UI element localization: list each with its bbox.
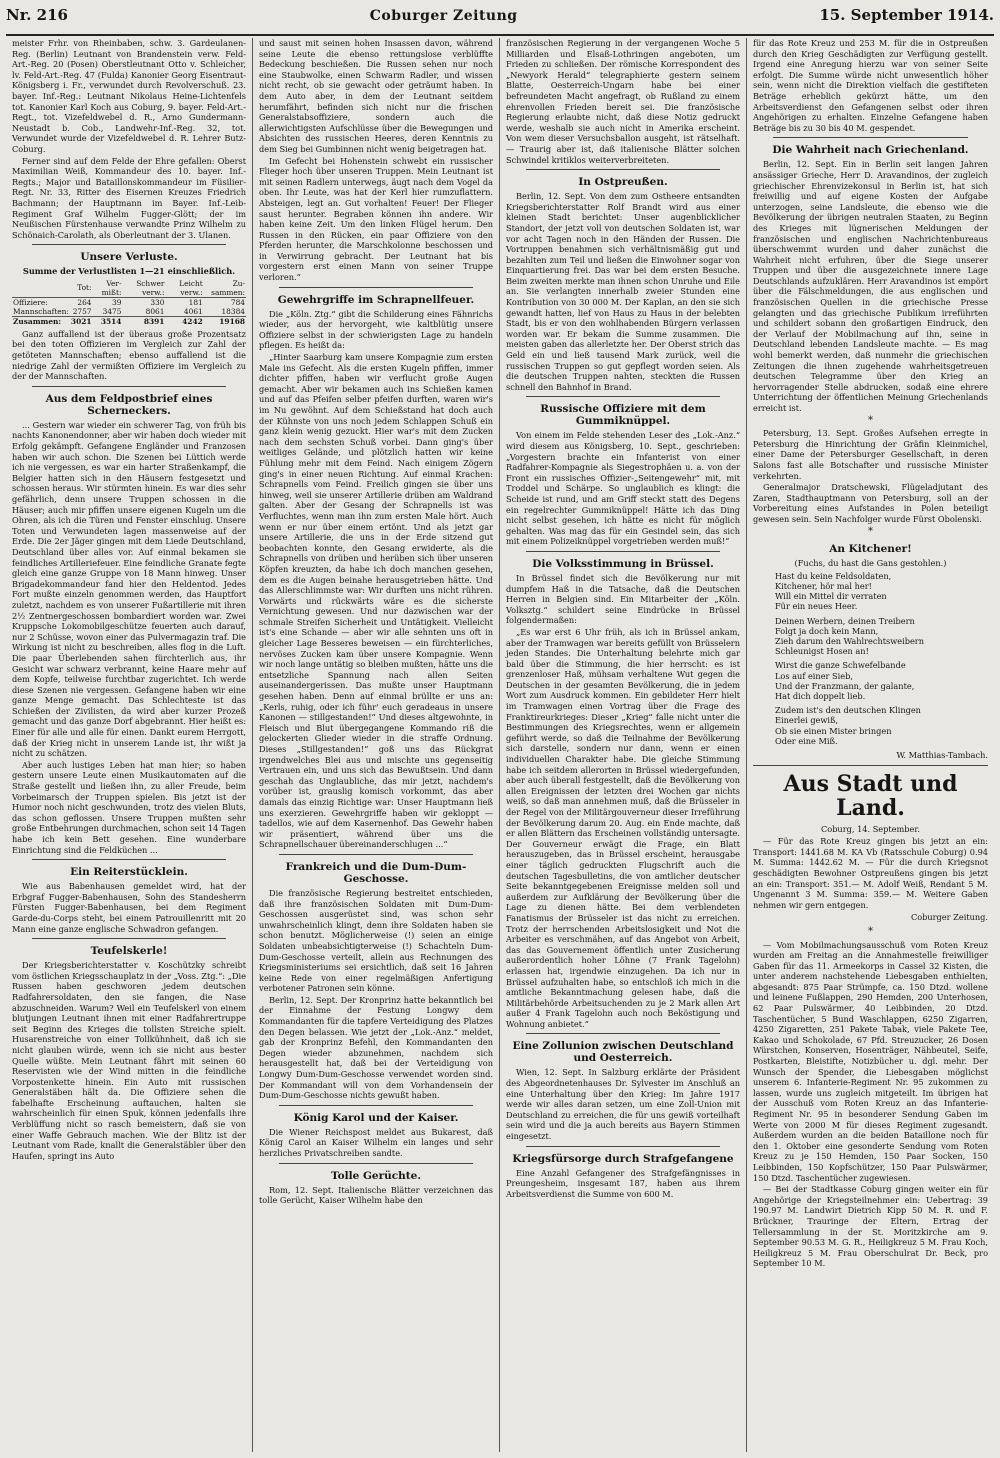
bruessel-paragraph: In Brüssel findet sich die Bevölkerung nur mit dumpfem Haß in die Tatsache, daß die Deutschen Herren in Belgien sind. Ein Mitarbeiter der „Köln. Volksztg.“ schildert seine Eindrücke in Brüssel folgendermaßen:: [506, 572, 740, 626]
column-2: [253, 38, 500, 1452]
newspaper-title: Coburger Zeitung: [369, 8, 518, 24]
poem-line: Los auf einer Sieb,: [775, 670, 853, 681]
article-columns: [6, 38, 994, 1452]
poem-stanza: [775, 705, 988, 746]
poem-line: Zieh darum den Wahlrechtsweibern: [775, 635, 924, 646]
page-header: [6, 6, 994, 36]
losses-table: [12, 279, 246, 326]
teufel-continued: Im Gefecht bei Hohenstein schwebt ein russischer Flieger hoch über unseren Truppen. Mein Leutnant ist mit seinen Radlern unterwegs, äugt nach dem Vogel da oben. Ihr Leute, was hat der Kerl hier rumzuflattern. Absteigen, legt an. Gut vorhalten! Feuer! Der Flieger saust herunter. Begraben können ihn andere. Wir haben keine Zeit. Um den linken Flügel herum. Den Russen in den Rücken, ein paar Offiziere von den Pferden herunter, die Marschkolonne beschossen und in Verwirrung gebracht. Der Leutnant hat bis vorgestern erst einen Mann von seiner Truppe verloren.“: [259, 155, 493, 283]
losses-subheading: Summe der Verlustlisten 1—21 einschließlich.: [22, 266, 236, 277]
teufel-continued: und saust mit seinen hohen Insassen davon, während seine Leute die ebenso rettungslose verblüffte Bedeckung beschießen. Die Russen sehen nur noch eine Staubwolke, einen Schwarm Radler, und wissen nicht recht, ob sie gewacht oder geträumt haben. In dem Auto aber, in dem der Leutnant seitdem herumfährt, befinden sich nicht nur die frischen Generalstabsoffiziere, sondern auch die allerwichtigsten Aufschlüsse über die Bewegungen und Absichten des russischen Heeres, deren Kenntnis zu dem Sieg bei Gumbinnen nicht wenig beigetragen hat.: [259, 38, 493, 154]
stadt-land-heading: Aus Stadt und Land.: [783, 770, 958, 821]
reiter-heading: Ein Reiterstücklein.: [70, 866, 188, 879]
poem-line: Wirst die ganze Schwefelbande: [775, 660, 906, 671]
issue-number: Nr. 216: [6, 6, 68, 24]
zollunion-paragraph: Wien, 12. Sept. In Salzburg erklärte der Präsident des Abgeordnetenhauses Dr. Sylvester im Anschluß an eine Unterhaltung über den Krieg: Im Jahre 1917 werde wir alles daran setzen, um eine Zoll-Union mit Deutschland zu erreichen, die für uns gewiß vorteilhaft sein wird und die ja auch bereits aus Bayern Stimmen eingesetzt.: [506, 1067, 740, 1142]
poem-signature: W. Matthias-Tambach.: [896, 749, 988, 760]
losses-col-header: Leicht verw.:: [165, 279, 203, 298]
stadt-land-paragraph: — Für das Rote Kreuz gingen bis jetzt an ein: Transport: 1441.68 M. KA Vb (Ratsschule Coburg) 0.94 M. Summa: 1442.62 M. — Für die durch Kriegsnot geschädigten Bewohner Ostpreußens gingen bis jetzt an ein: Transport: 351.— M. Adolf Weiß, Rendant 5 M. Ungenannt 3 M. Summa: 359.— M. Weitere Gaben nehmen wir gern entgegen.: [753, 836, 988, 910]
table-cell: 8061: [145, 306, 165, 316]
column-4: [747, 38, 994, 1452]
losses-col-header: Zu-sammen:: [204, 279, 246, 298]
dumdum-paragraph: Berlin, 12. Sept. Der Kronprinz hatte bekanntlich bei der Einnahme der Festung Longwy dem Kommandanten für die tapfere Verteidigung des Platzes den Degen belassen. Wie jetzt der „Lok.-Anz.“ meldet, gab der Kronprinz Befehl, den Kommandanten den Degen wieder abzunehmen, nachdem sich herausgestellt hat, daß bei der Verteidigung von Longwy Dum-Dum-Geschosse verwendet worden sind. Der Kommandant will von dem Vorhandensein der Dum-Dum-Geschosse nichts gewußt haben.: [259, 994, 493, 1101]
feldpost-paragraph: ... Gestern war wieder ein schwerer Tag, von früh bis nachts Kanonendonner, aber wir haben doch wieder mit Erfolg gekämpft. Gefangene Engländer und Franzosen haben wir auch schon. Die Szenen bei Lüttich werde ich nie vergessen, es war ein harter Straßenkampf, die Belgier hatten sich in den Häusern festgesetzt und schossen heraus. Wir stürmten hinein. Es war dies sehr gefährlich, denn unsere Truppen schossen in die Häuser; auch mir pfiffen unsere eigenen Kugeln um die Ohren, als ich die Türen und Fenster einschlug. Unsere Toten und Verwundeten lagen massenweise auf der Erde. Die 2er Jäger gingen mit dem Liede Deutschland, Deutschland über alles vor. Auf einmal bekamen sie feindliches Artilleriefeuer. Eine feindliche Granate fegte gleich eine ganze Gruppe von 18 Mann hinweg. Unser Brigadekommandeur fand hier den Heldentod. Jedes Fort mußte einzeln genommen werden, das Hauptfort zuletzt, nachdem es von unserer Fußartillerie mit ihren 2½ Zentnergeschossen bombardiert worden war. Zwei Kruppsche Lokomobilgeschütze feuerten auch darauf, nur 2 Schüsse, wovon einer das Pulvermagazin traf. Die Wirkung ist nicht zu beschreiben, alles flog in die Luft. Die paar Überlebenden sahen fürchterlich aus, ihr Gesicht war schwarz verbrannt, keine Haare mehr auf dem Kopfe, teilweise furchtbar zugerichtet. Ich werde diese Szenen nie vergessen. Gefangene haben wir eine ganze Menge gemacht. Das Schlechteste ist das Schießen der Zivilisten, da wird aber kurzer Prozeß gemacht und das ganze Dorf abgebrannt. Hier heißt es: Einer für alle und alle für einen. Dankt eurem Herrgott, daß der Krieg nicht in unserem Lande ist, ihr wißt ja nicht zu schätzen.: [12, 419, 246, 759]
table-cell: 4242: [165, 316, 203, 326]
table-cell: 8391: [122, 316, 165, 326]
divider: [32, 938, 226, 939]
poem-line: Folgt ja doch kein Mann,: [775, 625, 879, 636]
fuersorge-heading: Kriegsfürsorge durch Strafgefangene: [512, 1152, 734, 1165]
column-1: [6, 38, 253, 1452]
losses-col-header: [12, 279, 70, 298]
star-separator: *: [868, 925, 873, 937]
table-sum-row: [12, 316, 246, 326]
divider: [526, 169, 720, 170]
geruechte-heading: Tolle Gerüchte.: [331, 1169, 421, 1182]
divider: [32, 386, 226, 387]
schrapnell-paragraph: „Hinter Saarburg kam unsere Kompagnie zum ersten Male ins Gefecht. Als die ersten Kugeln pfiffen, immer dichter pfiffen, haben wir verflucht große Augen gemacht. Aber wir bekamen auch ins Schießen kamen und auf das Pfeifen selber pfeifen durften, waren wir's im Nu gewöhnt. Auf dem Schießstand hat doch auch der Kühnste von uns noch jedem Schlappen Schuß ein ganz klein wenig gezuckt. Hier war's mit dem Zucken nach dem sechsten Schuß vorbei. Dann ging's über weitliges Gelände, und plötzlich hatten wir keine Fühlung mehr mit dem Feind. Nach einigem Zögern ging's in einer neuen Richtung. Auf einmal Krachen: Schrapnells vom Feind. Freilich gingen sie über uns hinweg, weil sie unserer Artillerie drüben am Waldrand galten. Aber der Gesang der Schrapnells ist was Verfluchtes, wenn man ihn zum ersten Male hört. Auch wenn er nur über einem ertönt. Und als jetzt gar unsere Artillerie, die uns in der Erde sitzend gut beobachten konnte, den Gesang erwiderte, als die Schrapnells von drüben und herüben sich über unseren Köpfen kreuzten, da habe ich doch manchen gesehen, dem es die Augen beinahe herausgetrieben hätte. Und das Allerschlimmste war: Wir durften uns nicht rühren. Vorwärts und rückwärts wäre es die sicherste Vernichtung gewesen. Und nur dazwischen war der schmale Streifen Sicherheit und Untätigkeit. Vielleicht ist's eine Schande — aber wir alle sehnten uns oft in gleicher Lage Besseres beweisen — ein fürchterliches, nervöses Zucken kam über unsere Kompagnie. Wenn wir noch lange untätig so bleiben mußten, hätte uns die entsetzliche Spannung nach allen Seiten auseinandergerissen. Das mußte unser Hauptmann gesehen haben. Denn auf einmal brüllte er uns an: „Kerls, ruhig, oder ich führ' euch geradeaus in unsere Kanonen — stillgestanden!“ Und dieses altgewohnte, in Fleisch und Blut übergegangene Kommando riß die gelockerten Glieder wieder in die straffe Ordnung. Dieses „Stillgestanden!“ goß uns das Rückgrat irgendwelches Blei aus und mischte uns gegenseitig Vertrauen ein, und uns sich das Bewußtsein. Und dann geschah das Unglaubliche, das mir jetzt, nachdem's vorüber ist, grauslig komisch vorkommt, das aber damals das einzig Richtige war: Unser Hauptmann ließ uns exerzieren. Gewehrgriffe haben wir gekloppt — tadellos, wie auf dem Kasernenhof. Das Gewehr haben wir präsentiert, während über uns die Schrapnellschauer übereinanderschlugen ...“: [259, 352, 493, 850]
geruechte-continued: französischen Regierung in der vergangenen Woche 5 Milliarden und Elsaß-Lothringen angeboten, um Frieden zu schließen. Der römische Korrespondent des „Newyork Herald“ telegraphierte gestern seinem Blatte, Oesterreich-Ungarn habe bei einer befreundeten Macht angefragt, ob Rußland zu einem ehrenvollen Frieden bereit sei. Die französische Regierung erlaubte nicht, daß diese Notiz gedruckt werde, weshalb sie auch nicht in Amerika erscheint. Von wem dieser Versuchsballon ausgeht, ist rätselhaft. — Traurig aber ist, daß italienische Blätter solchen Schwindel kritiklos weiterverbreiteten.: [506, 38, 740, 165]
divider: [753, 765, 988, 766]
poem-line: Ob sie einen Mister bringen: [775, 725, 892, 736]
losses-heading: Unsere Verluste.: [80, 251, 178, 264]
poem-stanza: [775, 616, 988, 657]
teufel-heading: Teufelskerle!: [90, 945, 168, 958]
poem-line: Deinen Werbern, deinen Treibern: [775, 615, 915, 626]
dumdum-paragraph: Die französische Regierung bestreitet entschieden, daß ihre französischen Soldaten mit Dum-Dum-Geschossen ausgerüstet sind, was schon sehr unwahrscheinlich klingt, denn ihre Soldaten haben sie schon benutzt. Möglicherweise (!) seien an einige Soldaten unbeabsichtigterweise (!) Schachteln Dum-Dum-Geschosse verteilt, allein aus Rechnungen des Kriegsministeriums sei ersichtlich, daß seit 16 Jahren keine Rede von einer regelmäßigen Anfertigung verbotener Patronen sein könne.: [259, 887, 493, 994]
petersburg-paragraph: Generalmajor Dratschewski, Flügeladjutant des Zaren, Stadthauptmann von Petersburg, soll an der Vorbereitung eines Aufstandes in Polen beteiligt gewesen sein. Sein Nachfolger wurde Fürst Obolenski.: [753, 482, 988, 524]
schrapnell-heading: Gewehrgriffe im Schrapnellfeuer.: [277, 293, 475, 306]
divider: [526, 1146, 720, 1147]
zollunion-heading: Eine Zollunion zwischen Deutschland und Oesterreich.: [512, 1040, 734, 1065]
kitchener-poem: [775, 571, 988, 746]
table-cell: 18384: [221, 306, 245, 316]
losses-note: Ganz auffallend ist der überaus große Prozentsatz bei den toten Offizieren im Vergleich zur Zahl der getöteten Mannschaften; ebenso auffallend ist die niedrige Zahl der vermißten Offiziere im Vergleich zu der der Mannschaften.: [12, 328, 246, 382]
column-3: [500, 38, 747, 1452]
bruessel-heading: Die Volksstimmung in Brüssel.: [532, 557, 714, 570]
teufel-paragraph: Der Kriegsberichterstatter v. Koschützky schreibt vom östlichen Kriegsschauplatz in der „Voss. Ztg.“: „Die Russen haben geschworen ‚jedem deutschen Radfahrersoldaten, den sie fangen, die Nase abzuschneiden. Warum? Weil ein Teufelskerl von einem blutjungen Leutnant ihnen mit einer Radfahrertruppe seit Beginn des Krieges die tollsten Streiche spielt. Husarenstreiche von einer Tollkühnheit, daß ich sie nicht glauben würde, wenn ich sie nicht aus bester Quelle wüßte. Mein Leutnant fährt mit seinen 60 Reservisten wie der Wind mitten in die feindliche Vorpostenkette hinein. Ein Auto mit russischen Generalstäben hält da. Die Offiziere sehen die fabelhafte Erscheinung auftauchen, halten sie wahrscheinlich für einen Spuk, können jedenfalls ihre Verblüffung nicht so rasch bemeistern, daß sie von einer Waffe Gebrauch machen. Wie der Blitz ist der Leutnant vom Rade, knallt die Generalstäbler über den Haufen, springt ins Auto: [12, 960, 246, 1161]
divider: [279, 287, 473, 288]
star-separator: *: [868, 414, 873, 426]
feldpost-heading: Aus dem Feldpostbrief eines Scherneckers.: [45, 392, 213, 417]
table-cell: 3021: [70, 316, 92, 326]
schrapnell-paragraph: Die „Köln. Ztg.“ gibt die Schilderung eines Fähnrichs wieder, aus der hervorgeht, wie kaltblütig unsere Offiziere selbst in der schwierigsten Lage zu handeln pflegen. Es heißt da:: [259, 308, 493, 351]
fallen-officers-paragraph: Ferner sind auf dem Felde der Ehre gefallen: Oberst Maximilian Weiß, Kommandeur des 10. bayer. Inf.-Regts.; Major und Bataillonskommandeur im Füsilier-Regt. Nr. 33, Ritter des Eisernen Kreuzes Friedrich Bachmann; der Hauptmann im Bayer. Inf.-Leib-Regiment Graf Wilhelm Fugger-Glött; der im Neußischen Fürstenhause verwandte Prinz Wilhelm zu Schönaich-Carolath, als Oberleutnant der 3. Ulanen.: [12, 155, 246, 240]
stadt-land-dateline: Coburg, 14. September.: [821, 823, 920, 834]
divider: [279, 854, 473, 855]
poem-line: Einerlei gewiß,: [775, 715, 839, 726]
table-cell: 181: [188, 297, 203, 307]
issue-date: 15. September 1914.: [819, 6, 994, 24]
table-cell: 264: [77, 297, 92, 307]
table-cell: 330: [150, 297, 165, 307]
poem-line: Schleunigst Hosen an!: [775, 646, 869, 657]
divider: [32, 859, 226, 860]
divider: [773, 137, 968, 138]
losses-col-header: Ver-mißt:: [93, 279, 123, 298]
karol-heading: König Karol und der Kaiser.: [293, 1111, 459, 1124]
table-cell: Mannschaften:: [13, 306, 69, 316]
casualty-list-continued: meister Frhr. von Rheinbaben, schw. 3. Gardeulanen-Reg. (Berlin) Leutnant von Brandenstein verw. Feld-Art.-Reg. 20 (Posen) Oberstleutnant Otto v. Schleicher, lv. Feld-Art.-Reg. 47 (Fulda) Kanonier Georg Eisentraut-Königsberg i. Fr., verwundet durch Revolverschuß. 23. bayer. Inf.-Reg.: Leutnant Nikolaus Heine-Lichtenfels tot. Kanonier Karl Koch aus Coburg, 9. bayer. Feld-Art.-Regt., tot. Vizefeldwebel d. R., Arno Gundermann-Neustadt b. Cob., Landwehr-Inf.-Reg. 32, tot. Verwundet wurde der Vizefeldwebel d. R. Lehrer Butz-Coburg.: [12, 38, 246, 154]
ostpreussen-paragraph: Berlin, 12. Sept. Von dem zum Ostheere entsandten Kriegsberichterstatter Rolf Brandt wird aus einer kleinen Stadt berichtet: Unser augenblicklicher Standort, der jetzt voll von deutschen Soldaten ist, war vor acht Tagen noch in den Händen der Russen. Die Vortruppen benahmen sich verhältnismäßig gut und bezahlten zum Teil und ließen die Einwohner sogar von Einquartierung frei. Das war bei dem ersten Besuche. Beim zweiten merkte man ihnen schon Unruhe und Eile an. Sie verlangten innerhalb zweier Stunden eine Kontribution von 30 000 M. Der Kaplan, an den sie sich gewandt hatten, lief von Haus zu Haus in der belebten Stadt, bis er von den wohlhabenden Bürgern verlassen worden war. Er bekam die Summe zusammen. Die meisten gaben das allerletzte her. Der Oberst strich das Geld ein und ließ tausend Mark zurück, weil die russischen Truppen so gut gepflegt worden seien. Als die deutschen Truppen nahten, steckten die Russen schnell den Bahnhof in Brand.: [506, 191, 740, 392]
star-separator: *: [868, 525, 873, 537]
poem-line: Kitchener, hör mal her!: [775, 580, 872, 591]
table-row: [12, 307, 246, 317]
table-cell: Offiziere:: [13, 297, 48, 307]
gummi-heading: Russische Offiziere mit dem Gummiknüppel.: [540, 403, 706, 428]
fuersorge-paragraph: Eine Anzahl Gefangener des Strafgefängnisses in Preungesheim, insgesamt 187, haben aus ihrem Arbeitsverdienst die Summe von 600 M.: [506, 1167, 740, 1199]
table-cell: Zusammen:: [12, 316, 70, 326]
losses-table-header: [12, 279, 246, 298]
losses-col-header: Schwer verw.:: [122, 279, 165, 298]
feldpost-paragraph: Aber auch lustiges Leben hat man hier; so haben gestern unsere Leute einen Musikautomaten auf die Straße gestellt und ließen ihn, zu aller Freude, beim Vorbeimarsch der Truppen spielen. Bis jetzt ist der Humor noch nicht geschwunden, trotz des vielen Bluts, das schon geflossen. Unsere Truppen mußten sehr große Entbehrungen durchmachen, schon seit 14 Tagen habe ich kein Bett gesehen. Eine wunderbare Einrichtung sind die Feldküchen ...: [12, 759, 246, 855]
divider: [526, 1033, 720, 1034]
dumdum-heading: Frankreich und die Dum-Dum-Geschosse.: [285, 860, 467, 885]
poem-line: Und der Franzmann, der galante,: [775, 680, 915, 691]
gummi-paragraph: Von einem im Felde stehenden Leser des „Lok.-Anz.“ wird diesem aus Königsberg, 10. Sept., geschrieben: „Vorgestern brachte ein Infanterist von einer Radfahrer-Kompagnie als Siegestrophäen u. a. von der Front ein russisches Offizier-„Seitengewehr“ mit, mit Troddel und Schärpe. So unglaublich es klingt: die Scheide ist rund, und am Griff steckt statt des Degens ein regelrechter Gummiknüppel! Hätte ich das Ding nicht selbst gesehen, ich hätte es nicht für möglich gehalten. Was mag das für ein Gesindel sein, das sich mit einem Polizeiknüppel vorgetrieben werden muß!“: [506, 430, 740, 547]
editorial-signature: Coburger Zeitung.: [910, 912, 988, 923]
divider: [279, 1163, 473, 1164]
divider: [526, 551, 720, 552]
kitchener-subtitle: (Fuchs, du hast die Gans gestohlen.): [794, 558, 947, 569]
table-cell: 19168: [204, 316, 246, 326]
poem-stanza: [775, 660, 988, 701]
stadt-land-paragraph: — Vom Mobilmachungsausschuß vom Roten Kreuz wurden am Freitag an die Annahmestelle freiwilliger Gaben für das 11. Armeekorps in Cassel 32 Kisten, die unter anderem nachstehende Liebesgaben enthielten, abgesandt: 875 Paar Strümpfe, ca. 150 Dtzd. wollene und leinene Fußlappen, 290 Hemden, 200 Unterhosen, 62 Paar Pulswärmer, 40 Leibbinden, 20 Dtzd. Taschentücher, 5 Bund Waschlappen, 6250 Zigarren, 4250 Zigaretten, 251 Pakete Tabak, viele Pakete Tee, Kakao und Schokolade, 67 Pfd. Streuzucker, 26 Dosen Würstchen, Konserven, Hosenträger, Nähbeutel, Seife, Postkarten, Bleistifte, Notizbücher u. dgl. mehr. Der Wunsch der Spender, die Liebesgaben möglichst unserem 6. Infanterie-Regiment Nr. 95 zukommen zu lassen, wurde uns zugleich mitgeteilt. Im übrigen hat der Ausschuß vom Roten Kreuz an das Infanterie-Regiment Nr. 95 in besonderer Sendung Gaben im Werte von 2000 M für dieses Regiment zugesandt. Außerdem wurden an die beiden Bataillone noch für den 1. Oktober eine gesonderte Sendung vom Roten Kreuz zu je 150 Hemden, 150 Paar Socken, 150 Leibbinden, 150 Kopfschützer, 150 Paar Pulswärmer, 150 Dtzd. Taschentücher zugewiesen.: [753, 939, 988, 1183]
poem-line: Hast du keine Feldsoldaten,: [775, 570, 892, 581]
divider: [32, 244, 226, 245]
poem-line: Oder eine Miß.: [775, 735, 838, 746]
table-cell: 2757: [72, 306, 92, 316]
reiter-paragraph: Wie aus Babenhausen gemeldet wird, hat der Erbgraf Fugger-Babenhausen, Sohn des Standesherrn Fürsten Fugger-Babenhausen, bei dem Regiment Garde-du-Corps steht, bei einem Patrouillenritt mit 20 Mann eine ganze englische Schwadron gefangen.: [12, 881, 246, 934]
table-cell: 3475: [102, 306, 122, 316]
petersburg-paragraph: Petersburg, 13. Sept. Großes Aufsehen erregte in Petersburg die Hinrichtung der Gräfin Kleinmichel, einer Dame der Petersburger Gesellschaft, in deren Salons fast alle Botschafter und russische Minister verkehrten.: [753, 428, 988, 481]
griechenland-paragraph: Berlin, 12. Sept. Ein in Berlin seit langen Jahren ansässiger Grieche, Herr D. Aravandinos, der zugleich griechischer Ehrenvizekonsul in Berlin ist, hat sich freiwillig und auf eigene Kosten der Aufgabe unterzogen, seine Landsleute, die ebenso wie die Bevölkerung der übrigen neutralen Staaten, zu Beginn des Krieges mit lügnerischen Meldungen der französischen und englischen Nachrichtenbureaus überschwemmt wurden und daher zunächst die Wahrheit nicht erfuhren, über die Siege unserer Truppen und über die ausgezeichnete innere Lage Deutschlands aufzuklären. Herr Aravandinos ist empört über die Fälschmeldungen, die aus englischen und französischen Quellen in die griechische Presse gelangten und das griechische Publikum irreführten und schildert sobann den großartigen Eindruck, den der Verlauf der Mobilmachung auf ihn, seine in Deutschland lebenden Landsleute machte. — Es mag wohl bemerkt werden, daß nunmehr die griechischen Zeitungen die ihnen zugehende wahrheitsgetreuen deutschen Telegramme über den Krieg an hervorragender Stelle abdrucken, sodaß eine ehrere Unterrichtung der öffentlichen Meinung Griechenlands erreicht ist.: [753, 159, 988, 413]
kitchener-heading: An Kitchener!: [829, 543, 912, 556]
table-cell: 784: [230, 297, 245, 307]
ostpreussen-heading: In Ostpreußen.: [578, 176, 668, 189]
griechenland-heading: Die Wahrheit nach Griechenland.: [772, 144, 969, 157]
karol-paragraph: Die Wiener Reichspost meldet aus Bukarest, daß König Carol an Kaiser Wilhelm ein langes und sehr herzliches Privatschreiben sandte.: [259, 1126, 493, 1158]
stadt-land-paragraph: — Bei der Stadtkasse Coburg gingen weiter ein für Angehörige der Kriegsteilnehmer ein: Uebertrag: 39 190.97 M. Landwirt Dietrich Kipp 50 M. R. und F. Brückner, Trauringe der Eltern, Ertrag der Tellersammlung in der St. Moritzkirche am 9. September 90.53 M. G. R., Heiligkreuz 5 M. Frau Koch, Heiligkreuz 5 M. Frau Oberschulrat Dr. Beck, pro September 10 M.: [753, 1184, 988, 1269]
poem-line: Für ein neues Heer.: [775, 601, 858, 612]
table-cell: 39: [112, 297, 122, 307]
bruessel-paragraph: „Es war erst 6 Uhr früh, als ich in Brüssel ankam, aber der Tramwagen war bereits gefüllt von Brüsselern jeden Standes. Die Unterhaltung belehrte mich gar bald über die Stimmung, die hier herrscht: es ist grenzenloser Haß, mühsam verhaltene Wut gegen die Deutschen in der gesamten Bevölkerung, die in jedem Wort zum Ausdruck kommen. Ein gebildeter Herr hielt im Tramwagen einen Vortrag über die Frage des Franktireurkrieges: Dieser „Krieg“ falle nicht unter die Bestimmungen des Kriegsrechtes, wenn er allgemein geführt werde, so daß die Teilnahme der Bevölkerung sich darstelle, sondern nur dann, wenn er einen individuellen Charakter habe. Die gleiche Stimmung habe ich seitdem allerorten in Brüssel wiedergefunden, aber auch überall festgestellt, daß die Bevölkerung von allen Ereignissen der letzten drei Wochen gar nichts weiß, so daß man annehmen muß, daß die Brüsseler in der Regel von der Militärgouverneur dieser Irreführung der Bevölkerung darum 20. Aug. ein Ende machte, daß er allen Blättern das Erscheinen vollständig untersagte. Der Gouverneur erwägt die Frage, ein Blatt herauszugeben, das in Brüssel erscheint, herausgabe einer täglich gedruckten Flugschrift auch die deutschen Tagesbulletins, die von amtlicher deutscher Seite bekanntgegebenen Ereignisse melden soll und außerdem zur Aufklärung der Bevölkerung über die Lage zu dienen hätte. Bei dem verblendeten Fanatismus der Brüsseler ist das nicht zu erreichen. Trotz der herrschenden Arbeitslosigkeit und Not die Arbeiter es verschmähen, auf das Angebot von Arbeit, das das Gouvernement öffentlich unter Zusicherung außerordentlich hoher Löhne (7 Frank Tagelohn) erlassen hat, irgendwie einzugehen. Da ich nur in Brüssel aufzuhalten habe, so entschloß ich mich in die amtliche Bekanntmachung gelesen habe, daß die Militärbehörde Arbeitsuchenden zu je 2 Mark allen Art außer 4 Frank Tagelohn auch noch Beköstigung und Wohnung anbietet.“: [506, 626, 740, 1029]
divider: [279, 1105, 473, 1106]
poem-stanza: [775, 571, 988, 612]
losses-col-header: Tot:: [70, 279, 93, 298]
poem-line: Hat dich doppelt lieb.: [775, 690, 866, 701]
poem-line: Will ein Mittel dir verraten: [775, 591, 887, 602]
table-row: [12, 297, 246, 307]
divider: [526, 396, 720, 397]
table-cell: 4061: [183, 306, 203, 316]
fuersorge-continued: für das Rote Kreuz und 253 M. für die in Ostpreußen durch den Krieg Geschädigten zur Verfügung gestellt. Irgend eine Anregung hierzu war von seiner Seite erfolgt. Die Summe würde nicht unwesentlich höher sein, wenn nicht die Direktion vielfach die gestifteten Beträge erheblich gekürzt hätte, um den Arbeitsverdienst den Gefangenen selbst oder ihren Angehörigen zu erhalten. Einzelne Gefangene haben Beträge bis zu 30 bis 40 M. gespendet.: [753, 38, 988, 133]
table-cell: 3514: [93, 316, 123, 326]
geruechte-paragraph: Rom, 12. Sept. Italienische Blätter verzeichnen das tolle Gerücht, Kaiser Wilhelm habe den: [259, 1184, 493, 1206]
poem-line: Zudem ist's den deutschen Klingen: [775, 705, 921, 716]
